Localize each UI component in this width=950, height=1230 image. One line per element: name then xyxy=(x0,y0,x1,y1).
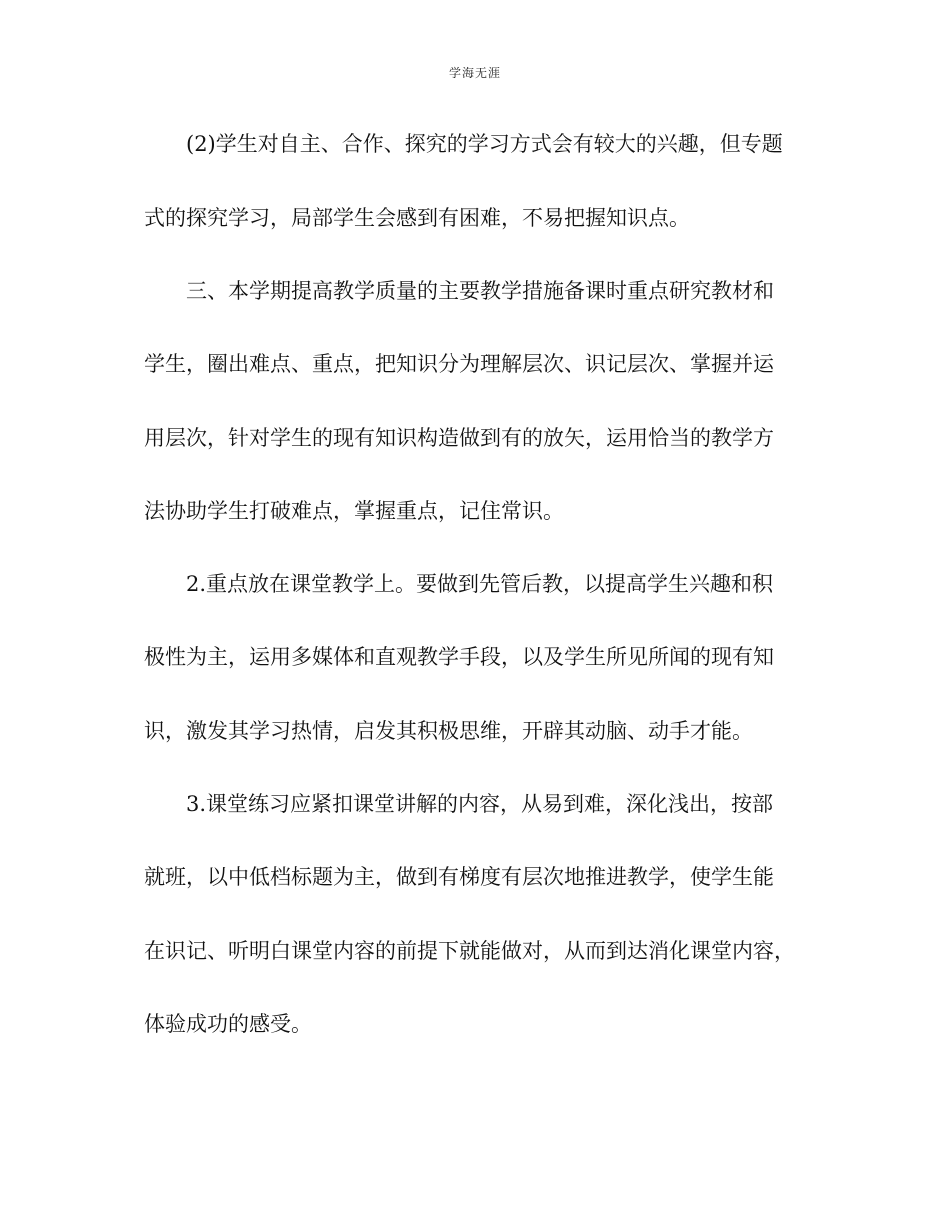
paragraph-2-line-2: 式的探究学习，局部学生会感到有困难，不易把握知识点。 xyxy=(144,206,690,230)
item-2-line-1: 2.重点放在课堂教学上。要做到先管后教，以提高学生兴趣和积 xyxy=(186,572,774,596)
section-3-line-4: 法协助学生打破难点，掌握重点，记住常识。 xyxy=(144,499,564,523)
section-3-line-3: 用层次，针对学生的现有知识构造做到有的放矢，运用恰当的教学方 xyxy=(144,426,774,450)
item-3-line-4: 体验成功的感受。 xyxy=(144,1012,312,1036)
page-header: 学海无涯 xyxy=(448,66,501,80)
item-3-line-2: 就班，以中低档标题为主，做到有梯度有层次地推进教学，使学生能 xyxy=(144,865,774,889)
item-3-line-3: 在识记、听明白课堂内容的前提下就能做对，从而到达消化课堂内容， xyxy=(144,939,795,963)
item-2-line-2: 极性为主，运用多媒体和直观教学手段，以及学生所见所闻的现有知 xyxy=(144,645,774,669)
item-3-line-1: 3.课堂练习应紧扣课堂讲解的内容，从易到难，深化浅出，按部 xyxy=(186,792,774,816)
item-2-line-3: 识，激发其学习热情，启发其积极思维，开辟其动脑、动手才能。 xyxy=(144,719,753,743)
paragraph-2-line-1: (2)学生对自主、合作、探究的学习方式会有较大的兴趣，但专题 xyxy=(186,132,783,156)
section-3-line-1: 三、本学期提高教学质量的主要教学措施备课时重点研究教材和 xyxy=(186,279,774,303)
section-3-line-2: 学生，圈出难点、重点，把知识分为理解层次、识记层次、掌握并运 xyxy=(144,352,774,376)
